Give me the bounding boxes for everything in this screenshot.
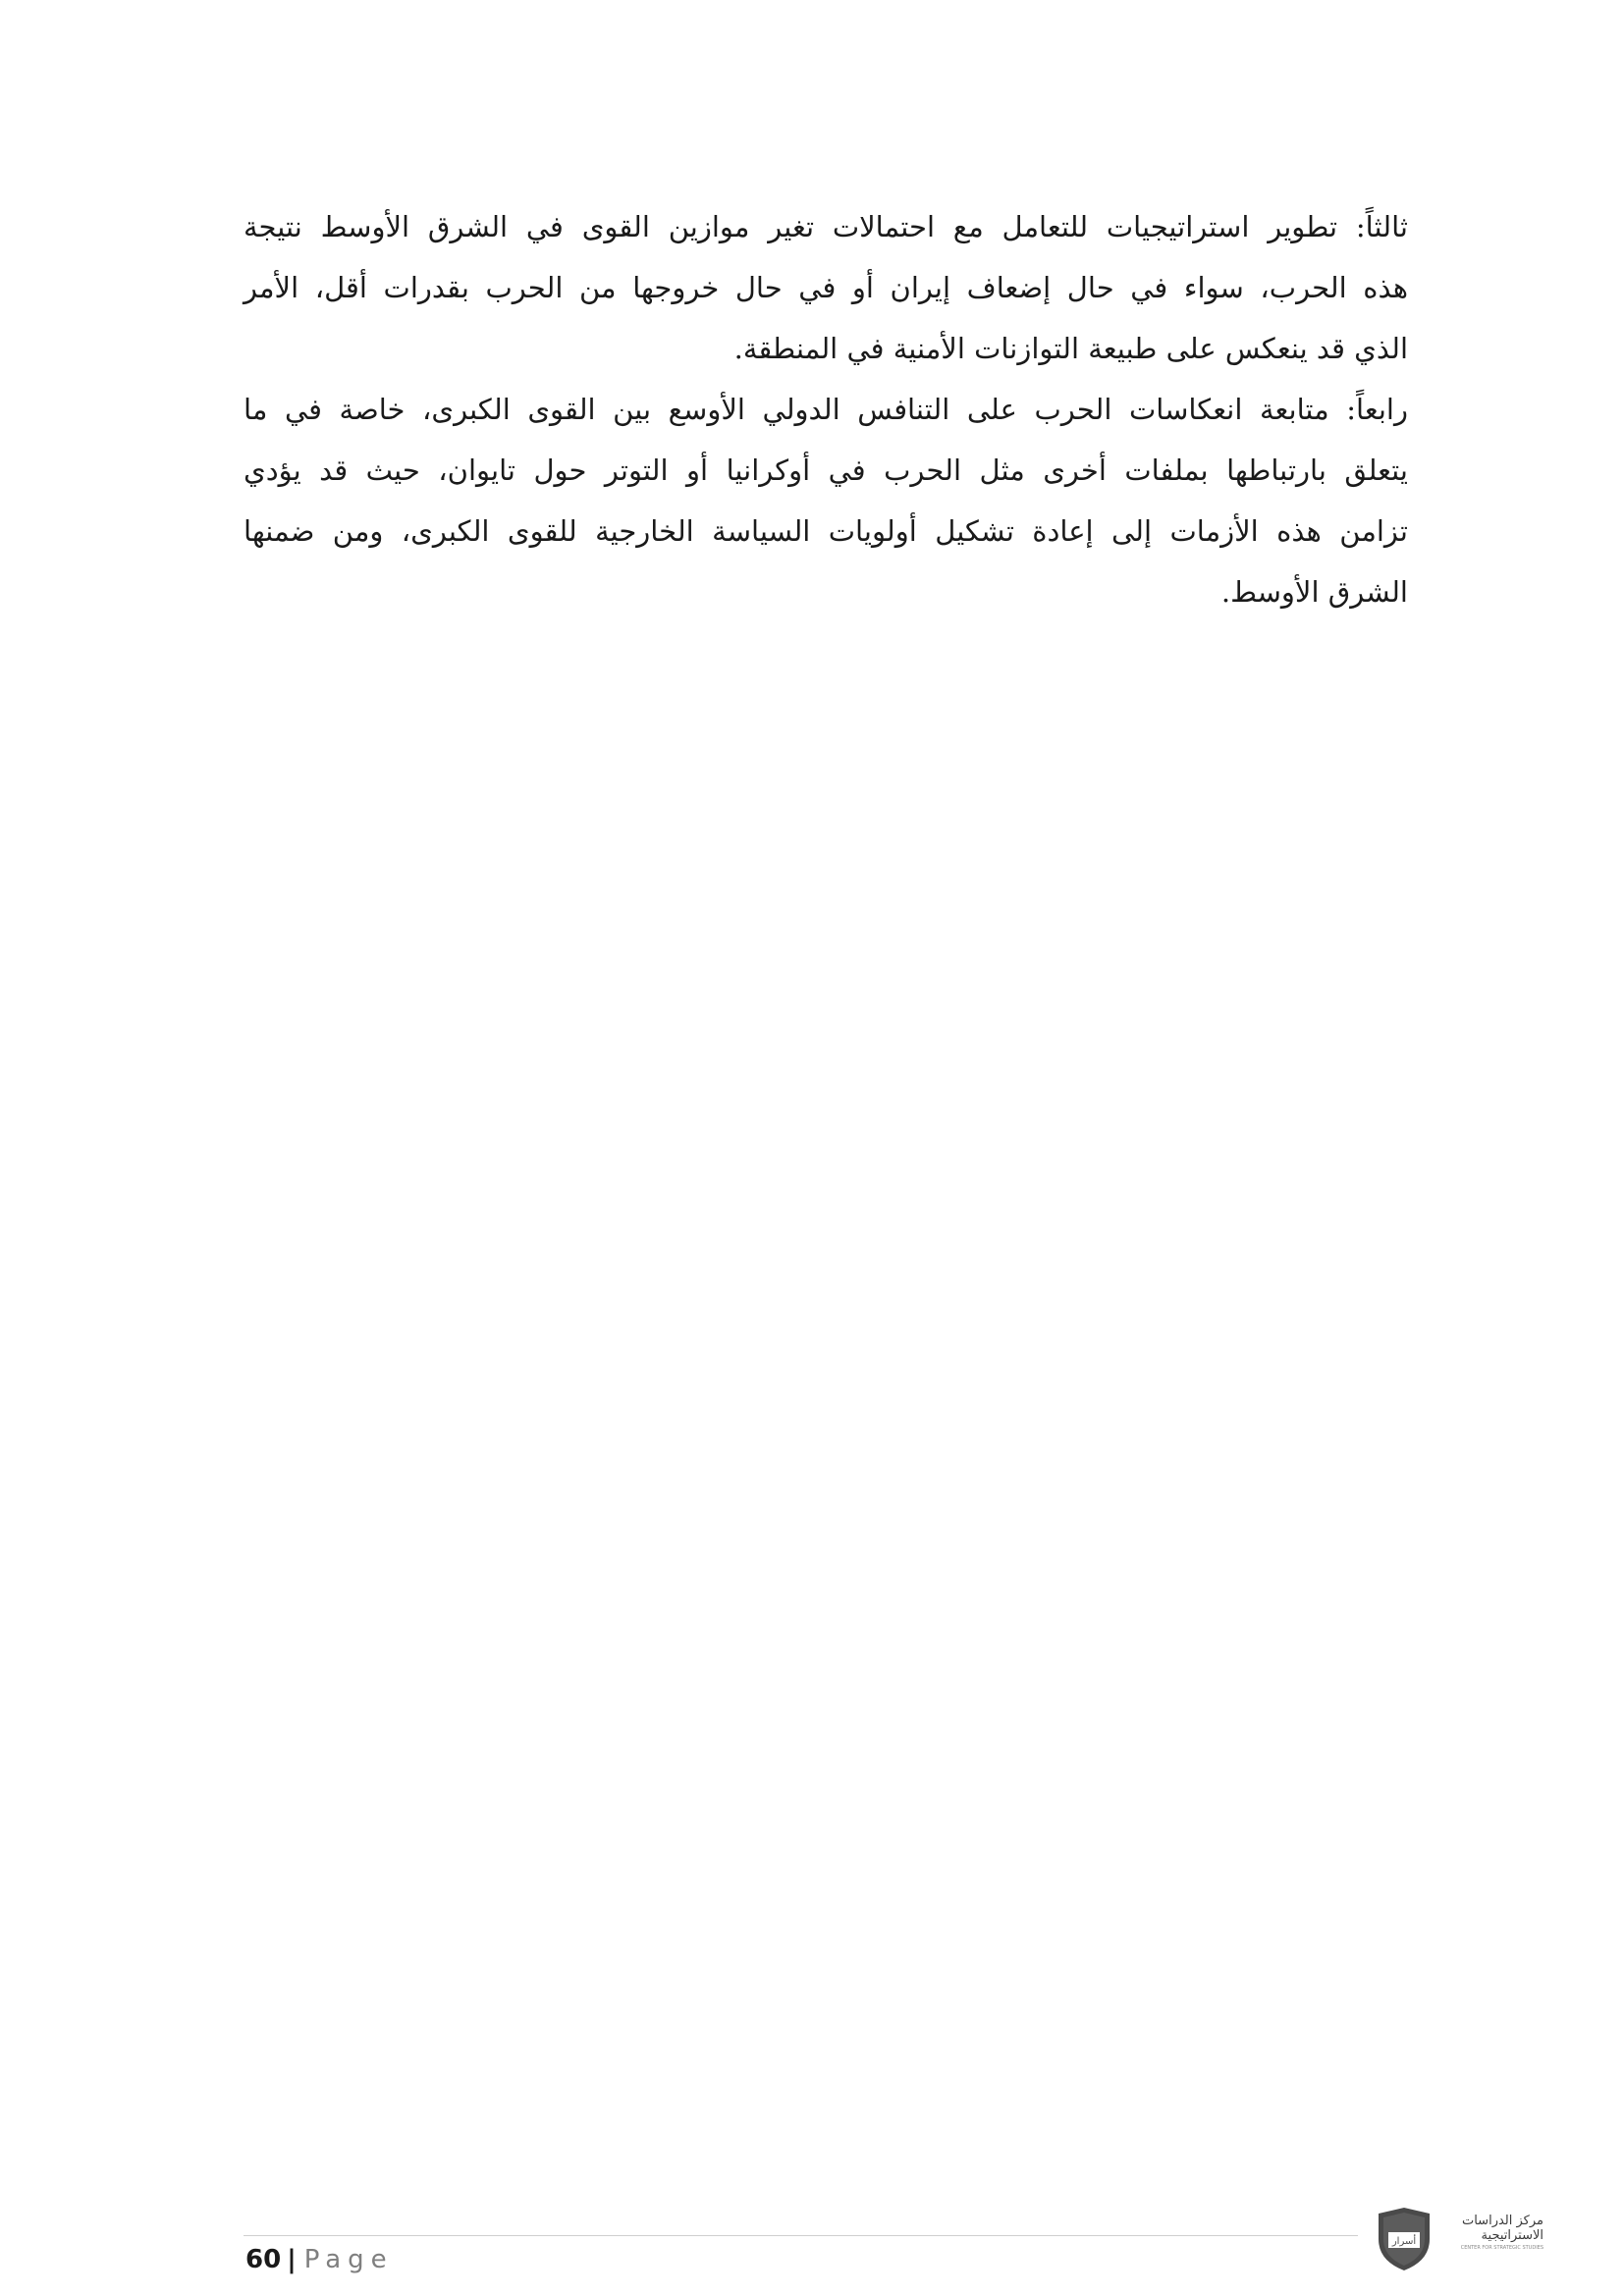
paragraph-line-7: الشرق الأوسط. — [1220, 575, 1408, 609]
logo-text — [1441, 2214, 1543, 2253]
page-separator: | — [287, 2245, 297, 2274]
footer-divider — [244, 2235, 1358, 2236]
paragraph-line-2: هذه الحرب، سواء في حال إضعاف إيران أو في حال خروجها من الحرب بقدرات أقل، الأمر — [244, 271, 1408, 304]
page-word: Page — [303, 2245, 394, 2274]
shield-logo-icon — [1375, 2206, 1434, 2272]
page-number: 60 — [245, 2245, 282, 2274]
logo-mark-text: أسرار — [1391, 2236, 1417, 2247]
paragraph-line-1: ثالثاً: تطوير استراتيجيات للتعامل مع احتمالات تغير موازين القوى في الشرق الأوسط نتيجة — [244, 210, 1408, 243]
logo-line-3: CENTER FOR STRATEGIC STUDIES — [1460, 2245, 1543, 2251]
logo-line-2: الاستراتيجية — [1481, 2228, 1543, 2243]
paragraph-line-5: يتعلق بارتباطها بملفات أخرى مثل الحرب في أوكرانيا أو التوتر حول تايوان، حيث قد يؤدي — [244, 454, 1408, 487]
paragraph-line-6: تزامن هذه الأزمات إلى إعادة تشكيل أولويات السياسة الخارجية للقوى الكبرى، ومن ضمنها — [244, 514, 1408, 548]
paragraph-line-4: رابعاً: متابعة انعكاسات الحرب على التنافس الدولي الأوسع بين القوى الكبرى، خاصة في ما — [244, 393, 1408, 426]
center-logo — [1375, 2206, 1543, 2272]
logo-line-1: مركز الدراسات — [1461, 2214, 1543, 2228]
paragraph-line-3: الذي قد ينعكس على طبيعة التوازنات الأمنية في المنطقة. — [733, 332, 1408, 365]
page-footer — [245, 2240, 394, 2279]
document-body — [244, 196, 1408, 622]
